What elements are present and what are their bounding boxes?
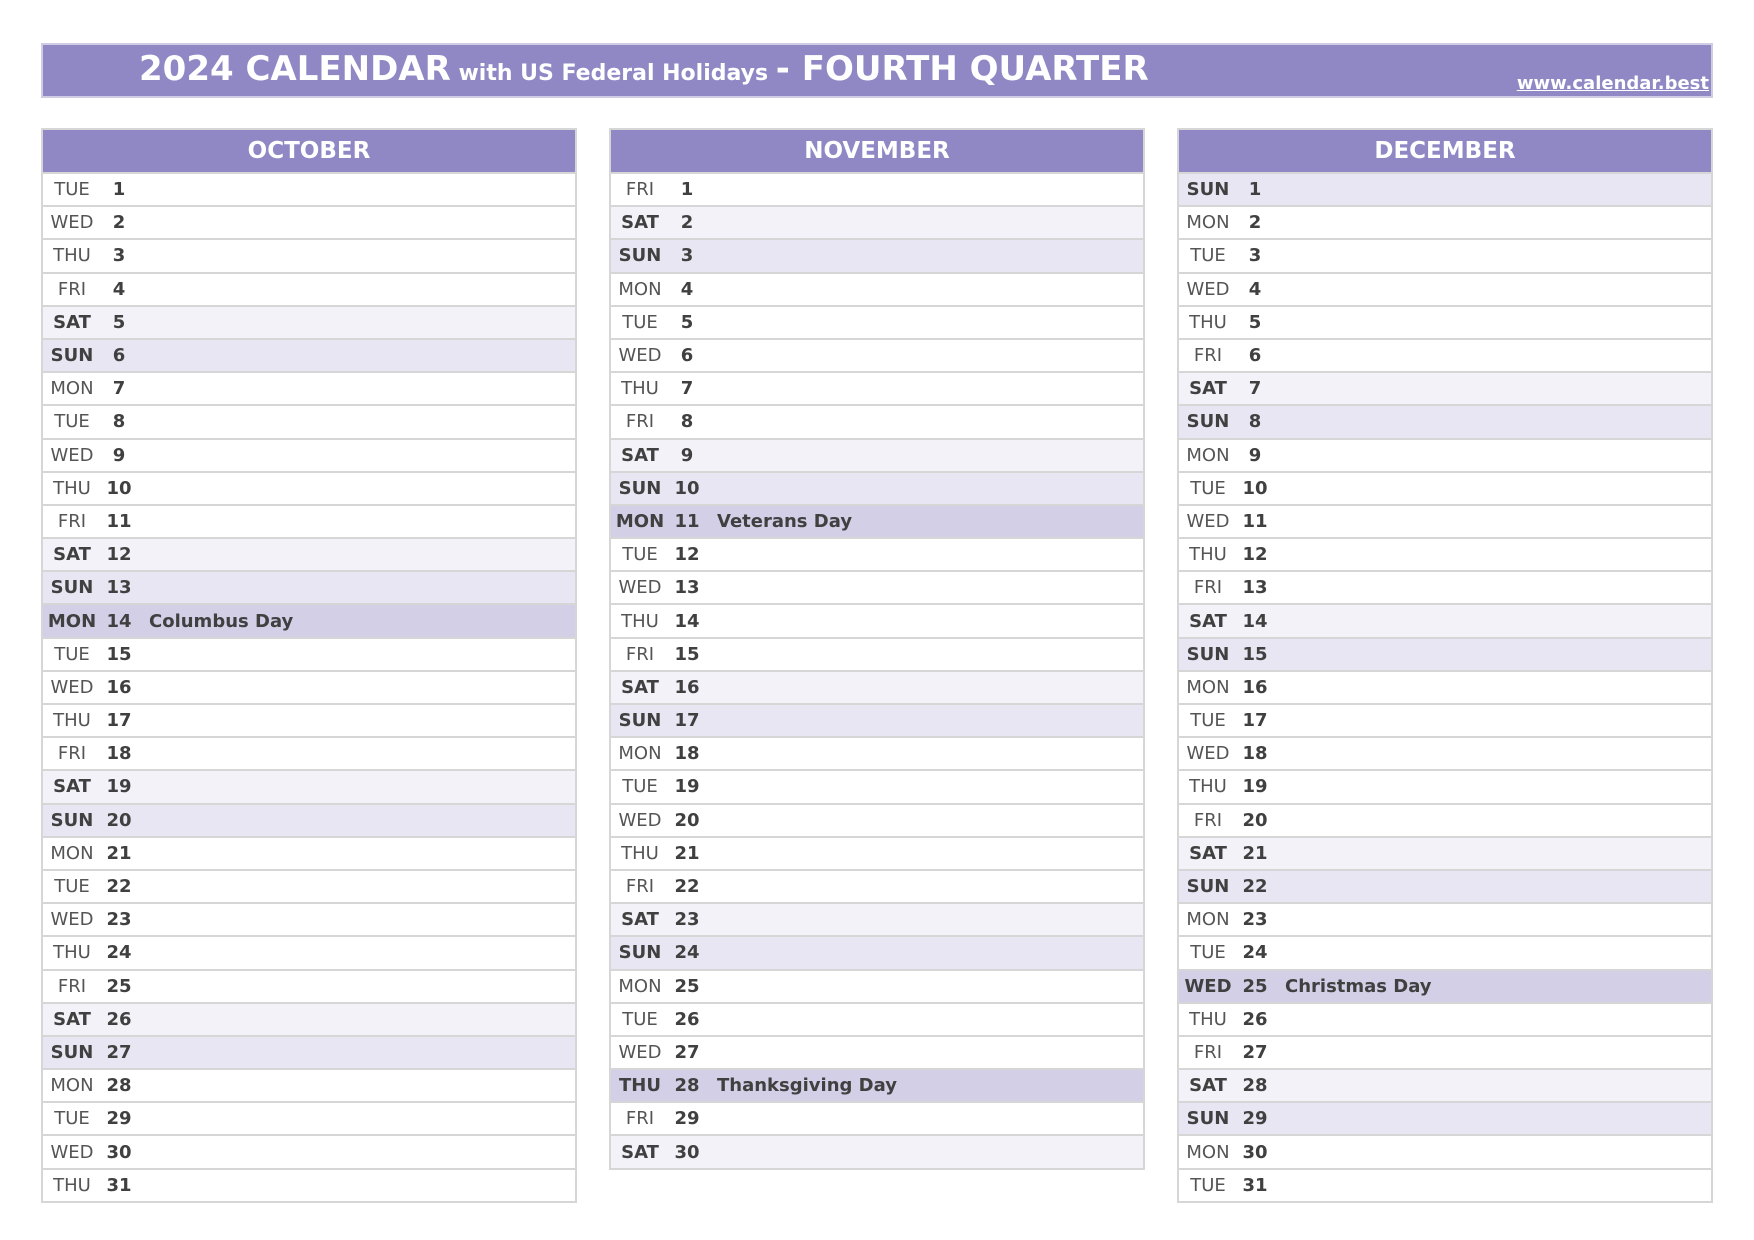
day-of-week: MON (50, 378, 94, 400)
day-number: 17 (106, 710, 132, 732)
day-number: 17 (674, 710, 700, 732)
holiday-row (43, 603, 575, 636)
day-row (1179, 238, 1711, 271)
day-row (43, 305, 575, 338)
day-of-week: MON (1186, 444, 1230, 466)
day-number: 14 (1242, 610, 1268, 632)
day-number: 29 (674, 1108, 700, 1130)
day-number: 15 (1242, 643, 1268, 665)
day-row (611, 670, 1143, 703)
day-number: 14 (106, 610, 132, 632)
day-number: 4 (112, 278, 126, 300)
day-row (611, 305, 1143, 338)
holiday-name: Veterans Day (717, 510, 853, 532)
day-number: 20 (674, 809, 700, 831)
day-row (1179, 1068, 1711, 1101)
month-header: NOVEMBER (611, 128, 1143, 172)
day-of-week: SUN (618, 245, 662, 267)
day-of-week: FRI (57, 975, 87, 997)
day-of-week: TUE (622, 544, 658, 566)
month-header: DECEMBER (1179, 128, 1711, 172)
day-number: 24 (1242, 942, 1268, 964)
day-of-week: SUN (1186, 411, 1230, 433)
day-row (1179, 902, 1711, 935)
day-of-week: WED (618, 577, 662, 599)
day-of-week: WED (50, 909, 94, 931)
day-row (611, 172, 1143, 205)
day-of-week: THU (53, 710, 91, 732)
day-number: 2 (680, 212, 694, 234)
holiday-row (1179, 969, 1711, 1002)
day-number: 7 (680, 378, 694, 400)
day-number: 9 (1248, 444, 1262, 466)
day-row (43, 637, 575, 670)
day-number: 31 (106, 1174, 132, 1196)
day-row (1179, 935, 1711, 968)
day-number: 18 (106, 743, 132, 765)
day-number: 8 (1248, 411, 1262, 433)
day-number: 13 (674, 577, 700, 599)
day-number: 15 (674, 643, 700, 665)
day-row (43, 902, 575, 935)
day-number: 25 (1242, 975, 1268, 997)
day-number: 16 (106, 676, 132, 698)
day-row (1179, 205, 1711, 238)
day-row (1179, 570, 1711, 603)
day-of-week: TUE (1190, 942, 1226, 964)
day-row (611, 404, 1143, 437)
day-of-week: SAT (621, 1141, 659, 1163)
day-number: 18 (674, 743, 700, 765)
month-october (41, 128, 577, 1203)
day-of-week: SAT (1189, 842, 1227, 864)
day-row (1179, 371, 1711, 404)
day-number: 19 (674, 776, 700, 798)
day-number: 27 (1242, 1041, 1268, 1063)
day-number: 10 (1242, 477, 1268, 499)
day-number: 5 (680, 311, 694, 333)
day-of-week: TUE (54, 643, 90, 665)
day-row (1179, 703, 1711, 736)
title-subtitle: with US Federal Holidays (450, 61, 776, 86)
day-number: 11 (674, 510, 700, 532)
day-of-week: TUE (622, 311, 658, 333)
day-row (1179, 338, 1711, 371)
day-of-week: WED (618, 345, 662, 367)
day-of-week: SAT (1189, 378, 1227, 400)
title-banner (41, 43, 1713, 98)
day-number: 23 (674, 909, 700, 931)
day-row (43, 504, 575, 537)
day-row (43, 438, 575, 471)
day-of-week: MON (1186, 676, 1230, 698)
day-row (1179, 836, 1711, 869)
day-of-week: WED (1186, 510, 1230, 532)
day-number: 7 (1248, 378, 1262, 400)
day-number: 4 (680, 278, 694, 300)
day-of-week: MON (1186, 212, 1230, 234)
day-number: 27 (674, 1041, 700, 1063)
day-row (611, 238, 1143, 271)
day-number: 9 (680, 444, 694, 466)
day-row (1179, 1035, 1711, 1068)
day-number: 6 (1248, 345, 1262, 367)
day-row (611, 736, 1143, 769)
day-of-week: WED (50, 676, 94, 698)
day-number: 29 (106, 1108, 132, 1130)
holiday-name: Christmas Day (1285, 975, 1432, 997)
day-number: 26 (674, 1008, 700, 1030)
day-row (1179, 504, 1711, 537)
day-of-week: MON (618, 743, 662, 765)
day-number: 27 (106, 1041, 132, 1063)
day-row (1179, 769, 1711, 802)
day-row (43, 736, 575, 769)
day-number: 8 (680, 411, 694, 433)
day-number: 1 (680, 179, 694, 201)
day-number: 6 (680, 345, 694, 367)
day-row (1179, 404, 1711, 437)
day-row (1179, 1101, 1711, 1134)
holiday-name: Thanksgiving Day (717, 1075, 897, 1097)
day-of-week: TUE (54, 179, 90, 201)
day-row (43, 1168, 575, 1201)
day-number: 19 (106, 776, 132, 798)
day-of-week: THU (53, 245, 91, 267)
day-row (43, 703, 575, 736)
day-number: 12 (106, 544, 132, 566)
day-of-week: FRI (625, 876, 655, 898)
day-of-week: SUN (1186, 876, 1230, 898)
day-of-week: WED (1186, 278, 1230, 300)
day-number: 21 (1242, 842, 1268, 864)
day-number: 2 (112, 212, 126, 234)
day-row (611, 902, 1143, 935)
day-of-week: WED (50, 212, 94, 234)
day-of-week: WED (1186, 743, 1230, 765)
day-of-week: SUN (1186, 179, 1230, 201)
day-number: 22 (1242, 876, 1268, 898)
day-of-week: MON (50, 1075, 94, 1097)
day-number: 26 (106, 1008, 132, 1030)
day-number: 11 (106, 510, 132, 532)
day-of-week: WED (618, 809, 662, 831)
day-number: 2 (1248, 212, 1262, 234)
day-number: 28 (674, 1075, 700, 1097)
day-of-week: SUN (50, 809, 94, 831)
day-of-week: FRI (1193, 809, 1223, 831)
day-row (43, 172, 575, 205)
day-row (1179, 603, 1711, 636)
day-number: 20 (106, 809, 132, 831)
day-row (611, 1101, 1143, 1134)
day-number: 12 (674, 544, 700, 566)
day-number: 10 (106, 477, 132, 499)
day-number: 16 (674, 676, 700, 698)
day-of-week: THU (621, 842, 659, 864)
day-row (611, 836, 1143, 869)
day-row (1179, 272, 1711, 305)
day-number: 11 (1242, 510, 1268, 532)
day-row (1179, 537, 1711, 570)
day-of-week: MON (1186, 909, 1230, 931)
day-row (611, 438, 1143, 471)
day-of-week: THU (53, 942, 91, 964)
day-of-week: TUE (1190, 710, 1226, 732)
day-of-week: SAT (53, 311, 91, 333)
day-number: 29 (1242, 1108, 1268, 1130)
day-of-week: THU (1189, 544, 1227, 566)
day-row (43, 205, 575, 238)
day-row (1179, 1002, 1711, 1035)
day-row (1179, 1168, 1711, 1201)
month-november (609, 128, 1145, 1170)
day-of-week: SAT (621, 212, 659, 234)
day-number: 8 (112, 411, 126, 433)
holiday-name: Columbus Day (149, 610, 294, 632)
day-row (43, 969, 575, 1002)
day-of-week: FRI (625, 1108, 655, 1130)
day-number: 23 (106, 909, 132, 931)
day-of-week: FRI (57, 278, 87, 300)
day-row (1179, 670, 1711, 703)
day-of-week: MON (50, 842, 94, 864)
day-row (43, 471, 575, 504)
day-row (611, 471, 1143, 504)
day-number: 24 (106, 942, 132, 964)
day-row (611, 537, 1143, 570)
day-row (611, 803, 1143, 836)
day-row (611, 272, 1143, 305)
day-row (611, 338, 1143, 371)
day-number: 9 (112, 444, 126, 466)
day-number: 22 (674, 876, 700, 898)
page-title (139, 49, 1149, 89)
day-number: 31 (1242, 1174, 1268, 1196)
holiday-row (611, 1068, 1143, 1101)
day-row (1179, 736, 1711, 769)
day-row (43, 1134, 575, 1167)
day-row (43, 1002, 575, 1035)
day-of-week: TUE (1190, 1174, 1226, 1196)
day-row (611, 371, 1143, 404)
day-of-week: SAT (621, 444, 659, 466)
day-number: 30 (674, 1141, 700, 1163)
day-of-week: THU (53, 1174, 91, 1196)
day-row (1179, 305, 1711, 338)
day-of-week: THU (619, 1075, 661, 1097)
day-of-week: TUE (54, 876, 90, 898)
day-row (1179, 637, 1711, 670)
day-of-week: TUE (622, 776, 658, 798)
day-of-week: FRI (625, 643, 655, 665)
day-row (611, 637, 1143, 670)
day-row (611, 570, 1143, 603)
website-link[interactable]: www.calendar.best (1516, 73, 1709, 94)
day-of-week: TUE (622, 1008, 658, 1030)
day-row (611, 205, 1143, 238)
day-row (43, 537, 575, 570)
day-row (43, 238, 575, 271)
day-number: 30 (1242, 1141, 1268, 1163)
day-number: 15 (106, 643, 132, 665)
day-row (43, 371, 575, 404)
day-of-week: THU (1189, 1008, 1227, 1030)
day-number: 1 (1248, 179, 1262, 201)
day-row (43, 1101, 575, 1134)
day-of-week: MON (615, 510, 665, 532)
day-of-week: THU (1189, 776, 1227, 798)
day-row (43, 935, 575, 968)
day-number: 19 (1242, 776, 1268, 798)
day-of-week: SAT (1189, 610, 1227, 632)
day-row (43, 803, 575, 836)
day-number: 3 (680, 245, 694, 267)
day-row (1179, 438, 1711, 471)
day-row (43, 869, 575, 902)
day-number: 25 (674, 975, 700, 997)
day-number: 14 (674, 610, 700, 632)
day-of-week: FRI (57, 510, 87, 532)
month-header: OCTOBER (43, 128, 575, 172)
day-of-week: MON (618, 975, 662, 997)
day-of-week: WED (50, 444, 94, 466)
day-row (611, 969, 1143, 1002)
day-of-week: SAT (621, 676, 659, 698)
day-row (611, 603, 1143, 636)
day-of-week: MON (618, 278, 662, 300)
day-row (611, 703, 1143, 736)
day-number: 30 (106, 1141, 132, 1163)
day-row (43, 338, 575, 371)
day-of-week: THU (53, 477, 91, 499)
title-quarter: - FOURTH QUARTER (775, 49, 1149, 89)
day-number: 25 (106, 975, 132, 997)
holiday-row (611, 504, 1143, 537)
day-row (43, 769, 575, 802)
day-of-week: FRI (625, 411, 655, 433)
day-row (1179, 803, 1711, 836)
day-row (611, 1134, 1143, 1167)
day-number: 7 (112, 378, 126, 400)
day-of-week: SUN (1186, 643, 1230, 665)
day-row (43, 1035, 575, 1068)
day-number: 12 (1242, 544, 1268, 566)
day-number: 6 (112, 345, 126, 367)
day-row (43, 1068, 575, 1101)
day-of-week: SUN (50, 345, 94, 367)
day-row (611, 1035, 1143, 1068)
day-row (611, 869, 1143, 902)
day-number: 1 (112, 179, 126, 201)
day-of-week: MON (47, 610, 97, 632)
day-number: 24 (674, 942, 700, 964)
day-of-week: THU (1189, 311, 1227, 333)
day-of-week: SAT (621, 909, 659, 931)
day-of-week: WED (618, 1041, 662, 1063)
day-of-week: TUE (54, 411, 90, 433)
day-number: 5 (1248, 311, 1262, 333)
day-row (43, 570, 575, 603)
day-of-week: SAT (53, 1008, 91, 1030)
day-of-week: SUN (1186, 1108, 1230, 1130)
day-number: 13 (1242, 577, 1268, 599)
day-row (611, 769, 1143, 802)
day-of-week: TUE (54, 1108, 90, 1130)
day-of-week: TUE (1190, 245, 1226, 267)
day-number: 10 (674, 477, 700, 499)
month-december (1177, 128, 1713, 1203)
day-row (43, 404, 575, 437)
day-of-week: MON (1186, 1141, 1230, 1163)
day-of-week: FRI (1193, 1041, 1223, 1063)
day-of-week: SUN (50, 1041, 94, 1063)
day-number: 4 (1248, 278, 1262, 300)
day-of-week: SUN (618, 942, 662, 964)
day-number: 22 (106, 876, 132, 898)
day-number: 21 (106, 842, 132, 864)
day-row (43, 836, 575, 869)
title-year: 2024 CALENDAR (139, 49, 451, 89)
day-row (611, 935, 1143, 968)
day-number: 17 (1242, 710, 1268, 732)
day-row (43, 272, 575, 305)
day-number: 3 (112, 245, 126, 267)
day-number: 16 (1242, 676, 1268, 698)
day-of-week: TUE (1190, 477, 1226, 499)
day-number: 23 (1242, 909, 1268, 931)
day-number: 18 (1242, 743, 1268, 765)
day-row (43, 670, 575, 703)
day-of-week: FRI (57, 743, 87, 765)
day-number: 20 (1242, 809, 1268, 831)
day-number: 28 (106, 1075, 132, 1097)
day-of-week: SAT (1189, 1075, 1227, 1097)
day-row (1179, 172, 1711, 205)
day-of-week: WED (50, 1141, 94, 1163)
day-of-week: SUN (618, 477, 662, 499)
day-of-week: SAT (53, 776, 91, 798)
day-number: 28 (1242, 1075, 1268, 1097)
day-of-week: THU (621, 610, 659, 632)
day-of-week: FRI (625, 179, 655, 201)
day-of-week: SAT (53, 544, 91, 566)
day-of-week: FRI (1193, 345, 1223, 367)
day-row (611, 1002, 1143, 1035)
day-row (1179, 869, 1711, 902)
day-of-week: SUN (50, 577, 94, 599)
day-of-week: SUN (618, 710, 662, 732)
day-of-week: THU (621, 378, 659, 400)
day-of-week: FRI (1193, 577, 1223, 599)
day-row (1179, 1134, 1711, 1167)
day-of-week: WED (1184, 975, 1232, 997)
day-row (1179, 471, 1711, 504)
day-number: 21 (674, 842, 700, 864)
day-number: 13 (106, 577, 132, 599)
day-number: 26 (1242, 1008, 1268, 1030)
day-number: 3 (1248, 245, 1262, 267)
day-number: 5 (112, 311, 126, 333)
